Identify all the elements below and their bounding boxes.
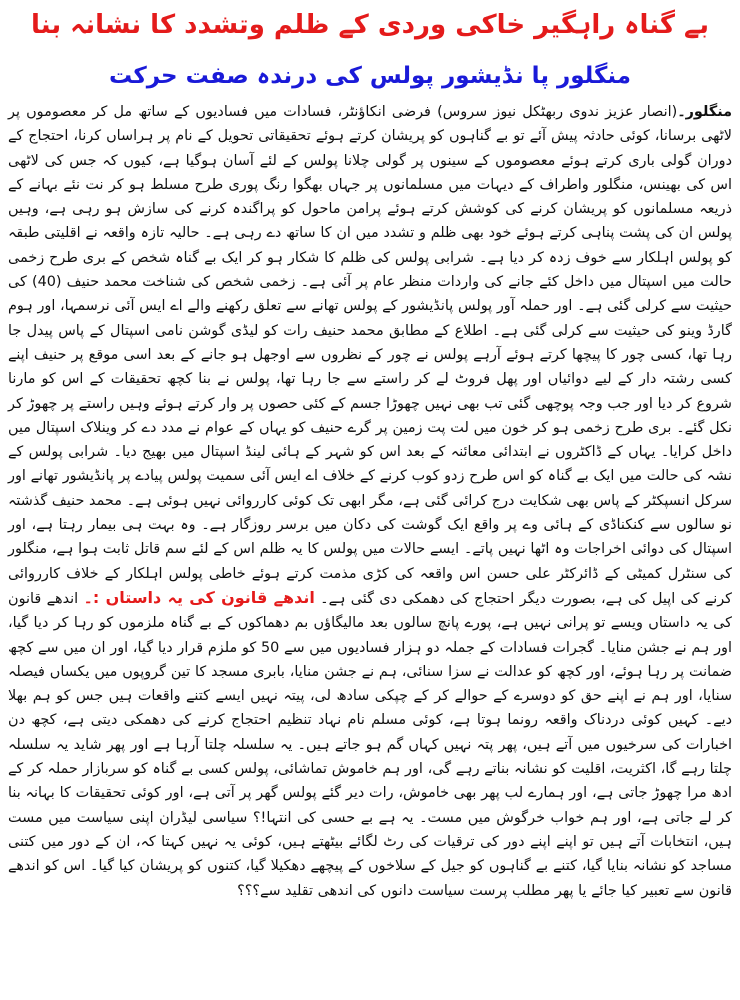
- body-paragraph-2: اندھے قانون کی یہ داستاں ویسے تو پرانی نہیں ہے، پورے پانچ سالوں بعد مالیگاؤں بم دھماکوں کے بے گناہ ملزموں کو رہا کر دیا گیا، اور ہم نے جشن منایا۔ گجرات فسادات کے جملہ دو ہزار فسادیوں میں سے 50 کو ملزم قرار دیا گیا، اور ان میں سے کچھ ضمانت پر رہا ہوئے، اور کچھ کو عدالت نے سزا سنائی، ہم نے جشن منایا، بابری مسجد کا تین گروپوں میں یکساں فیصلہ سنایا، اور ہم نے اپنے حق کو دوسرے کے حوالے کر کے چپکی سادھ لی، پیتہ نہیں ایسے کتنے واقعات ہیں جس کو ہم بھلا دیے۔ کہیں کوئی دردناک واقعہ رونما ہوتا ہے، کوئی مسلم نام نہاد تنظیم احتجاج کرنے کی دھمکی دیتی ہے، کچھ دن اخبارات کی سرخیوں میں آتے ہیں، پھر پتہ نہیں کہاں گم ہو جاتے ہیں۔ یہ سلسلہ چلتا آرہا ہے اور پھر شاید یہ سلسلہ چلتا رہے گا، اکثریت، اقلیت کو نشانہ بناتے رہے گی، اور ہم خاموش تماشائی، پولس کسی بے گناہ کو سربازار حملہ کر کے ادھ مرا چھوڑ جاتی ہے، اور ہمارے لب پھر بھی خاموش، رات دیر گئے پولس گھر پر آتی ہے، اور کوئی تحقیقات کا بہانہ بنا کر لے جاتی ہے، اور ہم خواب خرگوش میں مست۔ یہ ہے بے حسی کی انتہا!؟ سیاسی لیڈران اپنی سیاست میں مست ہیں، انتخابات آتے ہیں تو اپنے اپنے دور کی ترقیات کی رٹ لگائے بیٹھتے ہیں، کوئی یہ نہیں کہتا کہ، ان کے دور میں کتنی مساجد کو نشانہ بنایا گیا، کتنے بے گناہوں کو جیل کے سلاخوں کے پیچھے دھکیلا گیا، کتنوں کو پریشان کیا گیا۔ اس کو اندھے قانون سے تعبیر کیا جائے یا پھر مطلب پرست سیاست دانوں کی اندھی تقلید سے؟؟؟: [8, 590, 732, 899]
- dateline: منگلور۔: [677, 104, 732, 120]
- headline: بے گناہ راہگیر خاکی وردی کے ظلم وتشدد کا نشانہ بنا: [30, 10, 710, 40]
- body-paragraph-1: (انصار عزیز ندوی ربھٹکل نیوز سروس) فرضی انکاؤنٹر، فسادات میں فسادیوں کے ساتھ مل کر معصوموں پر لاٹھی برسانا، کوئی حادثہ پیش آئے تو بے گناہوں کو پریشان کرتے ہوئے تحقیقاتی تحویل کے نام پر ہراساں کرنا، احتجاج کے دوران گولی باری کرتے ہوئے معصوموں کے سینوں پر گولی چلانا پولس کے لئے آسان ہوگیا ہے، کیوں کہ جس کی لاٹھی اس کی بھینس، منگلور واطراف کے دیہات میں مسلمانوں پر جہاں بھگوا رنگ پوری طرح مسلط ہو کر نت نئے بہانے کے ذریعہ مسلمانوں کو پریشان کرنے کی کوشش کرتے ہوئے پرامن ماحول کو پراگندہ کرنے کی سازش ہو رہی ہے، وہیں پولس ان کی پشت پناہی کرتے ہوئے خود بھی ظلم و تشدد میں ان کا ساتھ دے رہی ہے۔ حالیہ تازہ واقعہ نے اقلیتی طبقہ کو پولس اہلکار سے خوف زدہ کر دیا ہے۔ شرابی پولس کی ظلم کا شکار ہو کر ایک بے گناہ شخص کے بری طرح زخمی حالت میں اسپتال میں داخل کئے جانے کی واردات منظر عام پر آئی ہے۔ زخمی شخص کی شناخت محمد حنیف (40) کی حیثیت سے کرلی گئی ہے۔ اور حملہ آور پولس پانڈیشور کے پولس تھانے سے تعلق رکھنے والے اے ایس آئی نرسمہا، اور ہوم گارڈ وینو کی حیثیت سے کرلی گئی ہے۔ اطلاع کے مطابق محمد حنیف رات کو لیڈی گوشن نامی اسپتال کے پاس پیدل جا رہا تھا، کسی چور کا پیچھا کرتے ہوئے آرہے پولس نے چور کے نظروں سے اوجھل ہو جانے کے بعد اسی موقع پر حنیف اپنے کسی رشتہ دار کے لیے دوائیاں اور پھل فروٹ لے کر راستے سے جا رہا تھا، پولس نے بنا کچھ تحقیقات کے اس کو مارنا شروع کر دیا اور جب وجہ پوچھی گئی تب بھی نہیں چھوڑا جسم کے کئی حصوں پر وار کرتے ہوئے وہیں راستے پر چھوڑ کر نکل گئے۔ بری طرح زخمی ہو کر خون میں لت پت زمین پر گرے حنیف کو یہاں کے عوام نے مدد دے کر وینلاک اسپتال میں داخل کرایا۔ یہاں کے ڈاکٹروں نے ابتدائی معائنہ کے بعد اس کو شہر کے ہائی لینڈ اسپتال میں بھیج دیا۔ شرابی پولس کے نشہ کی حالت میں ایک بے گناہ کو اس طرح زدو کوب کرنے کے خلاف اے ایس آئی سمیت پولس پیادے پر پانڈیشور تھانے اور سرکل انسپکٹر کے پاس بھی شکایت درج کرائی گئی ہے، مگر ابھی تک کوئی کارروائی نہیں ہوئی ہے۔ محمد حنیف گذشتہ نو سالوں سے کنکناڈی کے ہائی وے پر واقع ایک گوشت کی دکان میں برسر روزگار ہے۔ وہ بہت ہی بیمار رہتا ہے، اور اسپتال کی دوائی اخراجات وہ اٹھا نہیں پاتے۔ ایسے حالات میں پولس کا یہ ظلم اس کے لئے سم قاتل ثابت ہوا ہے، منگلور کی سنٹرل کمیٹی کے ڈائرکٹر علی حسن اس واقعہ کی کڑی مذمت کرتے ہوئے خاطی پولس اہلکار کے خلاف کارروائی کرنے کی اپیل کی ہے، بصورت دیگر احتجاج کی دھمکی دی گئی ہے۔: [8, 104, 732, 607]
- subheadline: منگلور پا نڈیشور پولس کی درندہ صفت حرکت: [108, 63, 632, 89]
- section-heading: اندھے قانون کی یہ داستاں :۔: [83, 587, 315, 607]
- article-body: [8, 100, 732, 903]
